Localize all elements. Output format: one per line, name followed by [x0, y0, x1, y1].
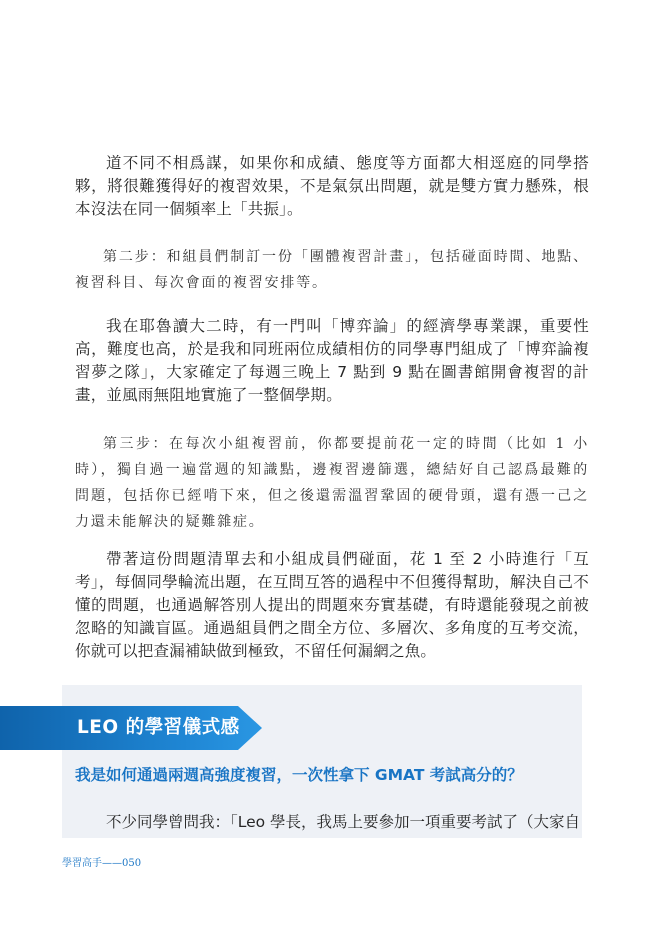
step-three-paragraph: 第三步：在每次小組複習前，你都要提前花一定的時間（比如 1 小時），獨自過一遍當週的知識點，邊複習邊篩選，總結好自己認爲最難的問題，包括你已經啃下來，但之後還需溫習鞏固的硬骨頭，還有憑一己之力還未能解決的疑難雜症。 [75, 436, 589, 530]
sidebar-banner-title: LEO 的學習儀式感 [77, 717, 240, 738]
page-footer: 學習高手——050 [62, 858, 142, 869]
sidebar-body-text: 不少同學曾問我：「Leo 學長，我馬上要參加一項重要考試了（大家自 [106, 813, 581, 831]
body-paragraph-yale: 我在耶魯讀大二時，有一門叫「博弈論」的經濟學專業課，重要性高，難度也高，於是我和同班兩位成績相仿的同學專門組成了「博弈論複習夢之隊」，大家確定了每週三晚上 7 點到 9 點在圖書館開會複習的計畫，並風雨無阻地實施了一整個學期。 [75, 317, 589, 404]
body-paragraph-1: 道不同不相爲謀，如果你和成績、態度等方面都大相逕庭的同學搭夥，將很難獲得好的複習效果，不是氣氛出問題，就是雙方實力懸殊，根本沒法在同一個頻率上「共振」。 [75, 154, 589, 218]
body-paragraph-mutual-test: 帶著這份問題清單去和小組成員們碰面，花 1 至 2 小時進行「互考」，每個同學輪流出題，在互問互答的過程中不但獲得幫助，解決自己不懂的問題，也通過解答別人提出的問題來夯實基礎，有時還能發現之前被忽略的知識盲區。通過組員們之間全方位、多層次、多角度的互考交流，你就可以把查漏補缺做到極致，不留任何漏網之魚。 [75, 550, 589, 660]
step-two-paragraph: 第二步：和組員們制訂一份「團體複習計畫」，包括碰面時間、地點、複習科目、每次會面的複習安排等。 [75, 249, 589, 291]
sidebar-heading: 我是如何通過兩週高強度複習，一次性拿下 GMAT 考試高分的？ [75, 766, 523, 784]
